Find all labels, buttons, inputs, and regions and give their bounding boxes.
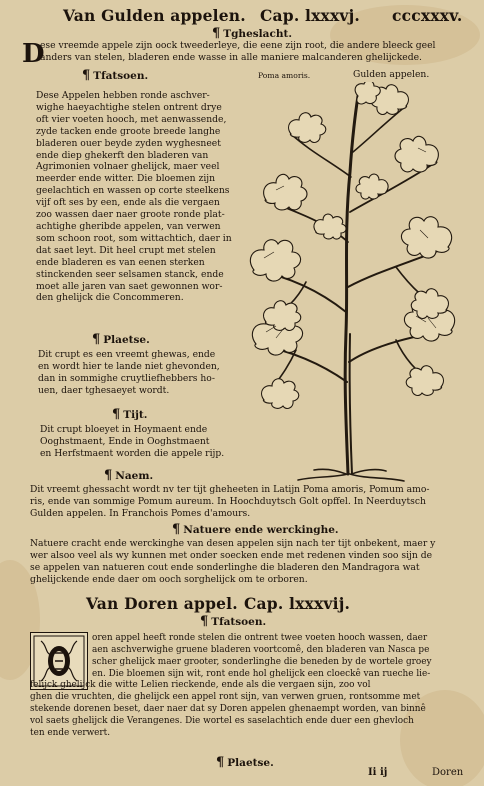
naem-paragraph: Dit vreemt ghessacht wordt nv ter tijt gheheeten in Latijn Poma amoris, Pomum amo- ris, ende van sommige Pomum aureum. In Hoochduytsch Golt opffel. In Neerduytsch Gulden appelen. In Franchois Pomes d'amours. xyxy=(30,484,430,519)
gheslacht-paragraph: ese vreemde appele zijn oock tweederleye, die eene zijn root, die andere bleeck geel anders van stelen, bladeren ende wasse in alle maniere malcanderen ghelijckede. xyxy=(40,40,436,63)
section-heading-doren-plaetse: ¶ Plaetse. xyxy=(216,755,274,770)
pilcrow-icon: ¶ xyxy=(92,332,101,347)
pilcrow-icon: ¶ xyxy=(112,407,121,422)
plaetse-paragraph: Dit crupt es een vreemt ghewas, ende en wordt hier te lande niet ghevonden, dan in sommighe cruytliefhebbers ho- uen, daer tghesaeyet wordt. xyxy=(38,349,220,396)
section-heading-naem: ¶ Naem. xyxy=(104,468,154,483)
plant-woodcut-illustration xyxy=(236,82,466,482)
plant-label-latin: Poma amoris. xyxy=(258,71,311,80)
section-heading-tijt: ¶ Tijt. xyxy=(112,407,148,422)
pilcrow-icon: ¶ xyxy=(200,614,209,629)
pilcrow-icon: ¶ xyxy=(82,68,91,83)
pilcrow-icon: ¶ xyxy=(216,755,225,770)
signature-mark: Ii ij xyxy=(368,767,388,778)
folio-number: cccxxxv. xyxy=(392,6,463,25)
doren-paragraph-indented: oren appel heeft ronde stelen die ontrent twee voeten hooch wassen, daer aen aschverwighe gruene bladeren voortcomê, den bladeren van Nasca pe scher ghelijck maer grooter, sonderlinghe die beneden by de wortele groey en. Die bloemen sijn wit, ront ende hol ghelijck een cloeckê van rueche lie- xyxy=(92,633,432,679)
pilcrow-icon: ¶ xyxy=(172,522,181,537)
chapter-number-doren: Cap. lxxxvij. xyxy=(244,594,351,613)
catchword: Doren xyxy=(432,767,464,778)
chapter-title-doren: Van Doren appel. xyxy=(86,594,238,613)
section-heading-doren-fatsoen: ¶ Tfatsoen. xyxy=(200,614,267,629)
section-heading-gheslacht: ¶ Tgheslacht. xyxy=(212,26,292,41)
natuere-paragraph: Natuere cracht ende werckinghe van desen appelen sijn nach ter tijt onbekent, maer y wer alsoo veel als wy kunnen met onder soecken ende met redenen vinden soo sijn de se appelen van natueren cout ende sonderlinghe die bladeren den Mandragora wat ghelijckende ende daer om ooch sorghelijck om te orboren. xyxy=(30,538,436,585)
chapter-number: Cap. lxxxvj. xyxy=(260,6,361,25)
section-heading-plaetse: ¶ Plaetse. xyxy=(92,332,150,347)
pilcrow-icon: ¶ xyxy=(104,468,113,483)
page-title: Van Gulden appelen. xyxy=(63,6,246,25)
drop-initial-d: D xyxy=(22,39,45,69)
pilcrow-icon: ¶ xyxy=(212,26,221,41)
doren-paragraph: felijck ghelijck die witte Lelien rieckende, ende als die vergaen sijn, zoo vol ghen die vruchten, die ghelijck een appel ront sijn, van verwen gruen, rontsomme met stekende dorenen beset, daer naer dat sy Doren appelen ghenaempt worden, van binnê vol saets ghelijck die Verangenes. Die wortel es saselachtich ende duer een ghevloch ten ende verwert. xyxy=(30,680,426,738)
fatsoen-paragraph: Dese Appelen hebben ronde aschver- wighe haeyachtighe stelen ontrent drye oft vier voeten hooch, met aenwassende, zyde tacken ende groote breede langhe bladeren ouer beyde zyden wyghesneet ende diep ghekerft den bladeren van Agrimonien volnaer ghelijck, maer veel meerder ende witter. Die bloemen zijn geelachtich en wassen op corte steelkens vijf oft ses by een, ende als die vergaen zoo wassen daer naer groote ronde plat- achtighe gheribde appelen, van verwen som schoon root, som wittachtich, daer in dat saet leyt. Dit heel crupt met stelen ende bladeren es van eenen sterken stinckenden seer selsamen stanck, ende moet alle jaren van saet gewonnen wor- den ghelijck die Concommeren. xyxy=(36,90,232,304)
section-heading-natuere: ¶ Natuere ende werckinghe. xyxy=(172,522,339,537)
plant-label-dutch: Gulden appelen. xyxy=(353,69,430,80)
section-heading-fatsoen: ¶ Tfatsoen. xyxy=(82,68,149,83)
tijt-paragraph: Dit crupt bloeyet in Hoymaent ende Ooghstmaent, Ende in Ooghstmaent en Herfstmaent worden die appele rijp. xyxy=(40,424,225,459)
